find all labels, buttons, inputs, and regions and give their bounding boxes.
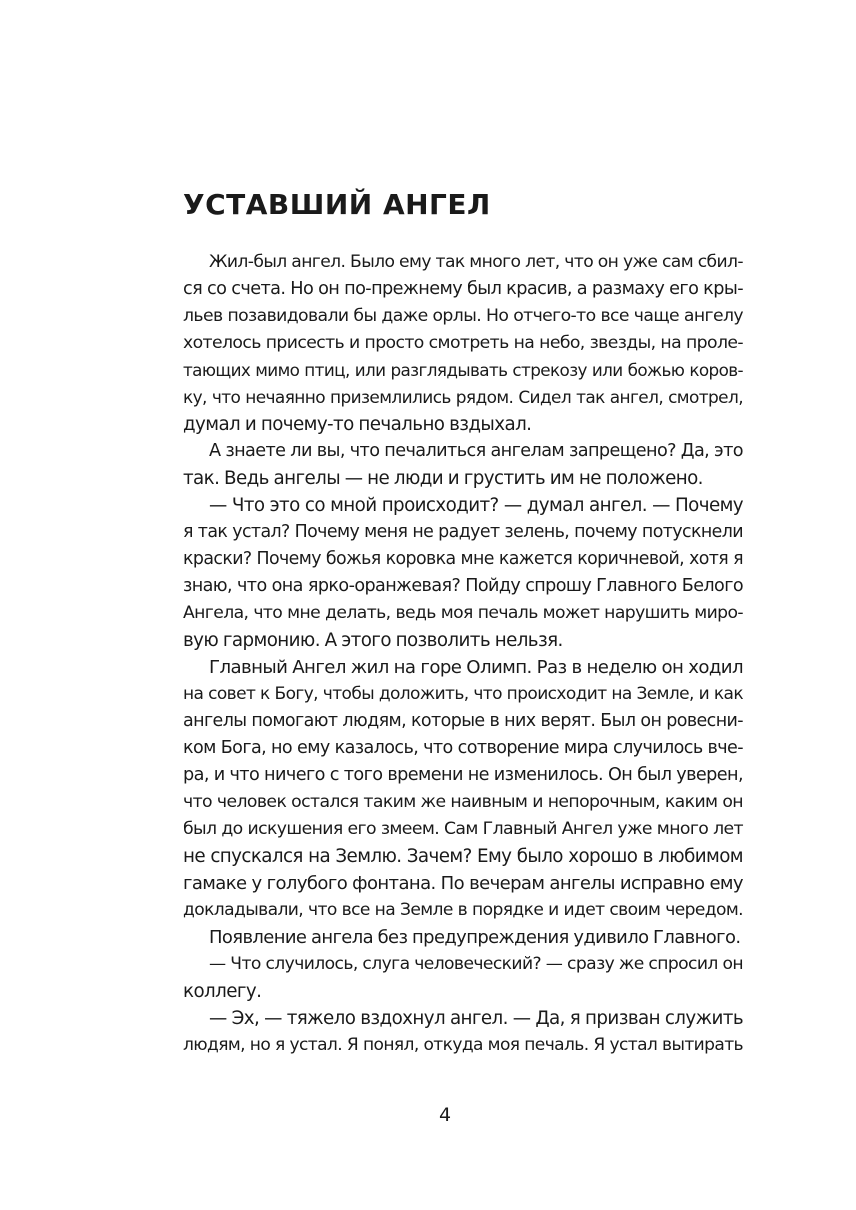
text-line: А знаете ли вы, что печалиться ангелам запрещено? Да, это bbox=[209, 441, 743, 461]
text-line: я так устал? Почему меня не радует зелень, почему потускнели bbox=[183, 522, 743, 542]
text-line: Появление ангела без предупреждения удивило Главного. bbox=[209, 927, 741, 948]
text-line: не спускался на Землю. Зачем? Ему было хорошо в любимом bbox=[183, 846, 743, 867]
chapter-title: УСТАВШИЙ АНГЕЛ bbox=[183, 188, 491, 221]
text-line: знаю, что она ярко-оранжевая? Пойду спрошу Главного Белого bbox=[183, 576, 743, 596]
text-line: — Что случилось, слуга человеческий? — сразу же спросил он bbox=[209, 954, 743, 974]
text-line: докладывали, что все на Земле в порядке и идет своим чередом. bbox=[183, 900, 743, 920]
text-line: думал и почему-то печально вздыхал. bbox=[183, 414, 532, 435]
text-line: был до искушения его змеем. Сам Главный Ангел уже много лет bbox=[183, 819, 743, 839]
text-line: так. Ведь ангелы — не люди и грустить им не положено. bbox=[183, 468, 703, 489]
page-number: 4 bbox=[438, 1104, 452, 1126]
text-line: коллегу. bbox=[183, 981, 262, 1002]
text-line: — Эх, — тяжело вздохнул ангел. — Да, я призван служить bbox=[209, 1008, 743, 1029]
text-line: ангелы помогают людям, которые в них верят. Был он ровесни- bbox=[183, 711, 743, 731]
text-line: гамаке у голубого фонтана. По вечерам ангелы исправно ему bbox=[183, 873, 743, 894]
text-line: хотелось присесть и просто смотреть на небо, звезды, на проле- bbox=[183, 333, 743, 353]
text-line: краски? Почему божья коровка мне кажется коричневой, хотя я bbox=[183, 549, 743, 569]
text-line: ком Бога, но ему казалось, что сотворение мира случилось вче- bbox=[183, 738, 743, 758]
chapter-body-text bbox=[183, 249, 743, 1059]
text-line: льев позавидовали бы даже орлы. Но отчего-то все чаще ангелу bbox=[183, 306, 743, 326]
text-line: людям, но я устал. Я понял, откуда моя печаль. Я устал вытирать bbox=[183, 1035, 743, 1055]
text-line: вую гармонию. А этого позволить нельзя. bbox=[183, 630, 563, 651]
text-line: Ангела, что мне делать, ведь моя печаль может нарушить миро- bbox=[183, 603, 743, 623]
text-line: Главный Ангел жил на горе Олимп. Раз в неделю он ходил bbox=[209, 657, 743, 678]
text-line: ра, и что ничего с того времени не изменилось. Он был уверен, bbox=[183, 765, 743, 785]
text-line: Жил-был ангел. Было ему так много лет, что он уже сам сбил- bbox=[209, 252, 743, 272]
text-line: на совет к Богу, чтобы доложить, что происходит на Земле, и как bbox=[183, 684, 743, 704]
text-line: ся со счета. Но он по-прежнему был красив, а размаху его кры- bbox=[183, 279, 743, 299]
text-line: — Что это со мной происходит? — думал ангел. — Почему bbox=[209, 495, 743, 516]
text-line: ку, что нечаянно приземлились рядом. Сидел так ангел, смотрел, bbox=[183, 387, 743, 407]
text-line: что человек остался таким же наивным и непорочным, каким он bbox=[183, 792, 743, 812]
text-line: тающих мимо птиц, или разглядывать стрекозу или божью коров- bbox=[183, 360, 743, 380]
